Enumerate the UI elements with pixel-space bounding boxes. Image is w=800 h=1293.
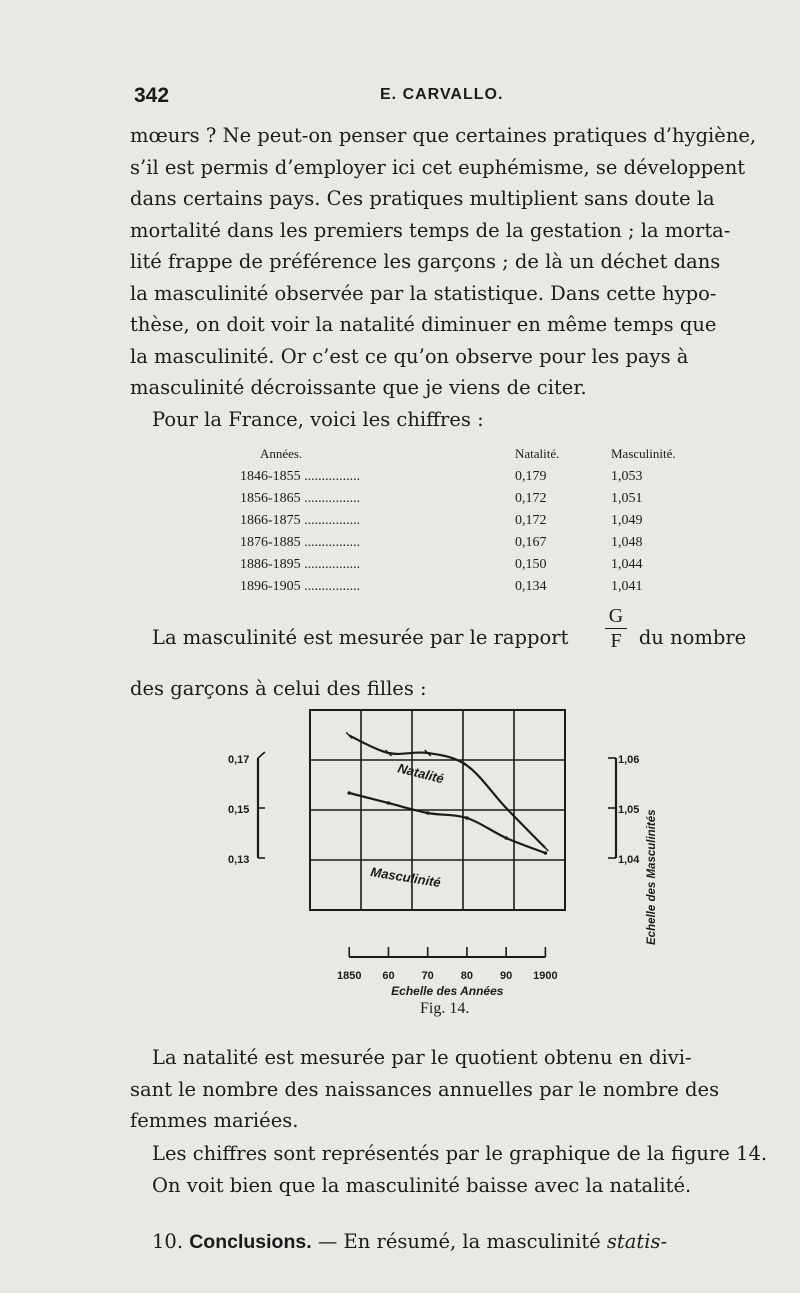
text-line: lité frappe de préférence les garçons ; de là un déchet dans <box>130 250 721 273</box>
fraction-denominator: F <box>610 630 622 652</box>
section-text: — En résumé, la masculinité <box>311 1230 607 1253</box>
natalite-scale <box>228 752 265 866</box>
text-line: masculinité décroissante que je viens de citer. <box>130 376 587 399</box>
natalite-line <box>349 736 545 849</box>
natalite-point <box>542 845 548 851</box>
table-header-row <box>240 446 701 466</box>
natalite-tick-label: 0,17 <box>228 754 250 766</box>
column-header-natalite: Natalité. <box>515 446 560 461</box>
paragraph-france-intro <box>152 404 752 436</box>
table-row <box>240 488 701 510</box>
cell-masculinite: 1,048 <box>611 535 643 550</box>
text-line: mœurs ? Ne peut-on penser que certaines pratiques d’hygiène, <box>130 124 757 147</box>
years-axis-label: Echelle des Années <box>391 984 504 998</box>
cell-masculinite: 1,041 <box>611 579 643 594</box>
cell-natalite: 0,179 <box>515 469 547 484</box>
paragraph-conclusions <box>152 1226 764 1259</box>
natalite-tick-label: 0,15 <box>228 804 250 816</box>
text-line: des garçons à celui des filles : <box>130 677 427 700</box>
paragraph-hygiene <box>130 120 766 404</box>
figure-caption: Fig. 14. <box>420 1000 470 1017</box>
paragraph-natalite-def <box>130 1042 764 1137</box>
statistics-table <box>240 446 701 598</box>
natalite-point <box>464 763 470 769</box>
cell-masculinite: 1,053 <box>611 469 643 484</box>
masculinite-point <box>347 791 351 795</box>
table-row <box>240 466 701 488</box>
section-number: 10. <box>152 1230 184 1253</box>
page-number: 342 <box>134 84 170 107</box>
cell-years: 1866-1875 ................ <box>240 513 361 528</box>
cell-natalite: 0,167 <box>515 535 547 550</box>
running-head: E. CARVALLO. <box>380 86 504 103</box>
text-line <box>152 1226 764 1259</box>
table-row <box>240 576 701 598</box>
years-tick-label: 90 <box>500 970 513 982</box>
masculinite-tick-label: 1,05 <box>618 804 640 816</box>
fraction-numerator: G <box>605 606 627 629</box>
years-tick-label: 80 <box>460 970 474 982</box>
masculinite-scale <box>608 754 658 945</box>
masculinite-point <box>465 816 469 820</box>
text-line: la masculinité observée par la statistique. Dans cette hypo- <box>130 281 717 305</box>
cell-natalite: 0,150 <box>515 557 547 572</box>
cell-natalite: 0,134 <box>515 579 547 594</box>
masculinite-tick-label: 1,06 <box>618 754 640 766</box>
masculinite-scale-label: Echelle des Masculinités <box>646 809 658 945</box>
chart-series <box>346 733 548 891</box>
table-row <box>240 554 701 576</box>
cell-masculinite: 1,049 <box>611 513 643 528</box>
cell-natalite: 0,172 <box>515 513 547 528</box>
table-row <box>240 532 701 554</box>
ratio-fraction <box>605 606 627 651</box>
text-line: thèse, on doit voir la natalité diminuer en même temps que <box>130 313 717 336</box>
text-line: la masculinité. Or c’est ce qu’on observe pour les pays à <box>130 344 689 368</box>
section-text-italic: statis- <box>606 1230 668 1253</box>
text-line: dans certains pays. Ces pratiques multiplient sans doute la <box>130 187 715 210</box>
figure-chart <box>200 700 680 1000</box>
masculinite-point <box>426 811 430 815</box>
section-title: Conclusions. <box>189 1231 312 1253</box>
text-line: On voit bien que la masculinité baisse avec la natalité. <box>152 1173 692 1197</box>
paragraph-ratio <box>152 622 768 654</box>
text-line: s’il est permis d’employer ici cet euphémisme, se développent <box>130 155 746 179</box>
masculinite-point <box>544 851 548 855</box>
years-axis <box>337 947 558 998</box>
masculinite-point <box>387 801 391 805</box>
text-line: mortalité dans les premiers temps de la gestation ; la morta- <box>130 218 731 242</box>
text-line: femmes mariées. <box>130 1109 299 1132</box>
table-row <box>240 510 701 532</box>
column-header-years: Années. <box>260 446 303 461</box>
natalite-tick-label: 0,13 <box>228 854 250 866</box>
cell-years: 1896-1905 ................ <box>240 579 361 594</box>
ratio-text: La masculinité est mesurée par le rapport <box>152 626 569 649</box>
masculinite-line <box>349 793 545 853</box>
cell-masculinite: 1,051 <box>611 491 643 506</box>
text-line: Les chiffres sont représentés par le graphique de la figure 14. <box>152 1142 768 1165</box>
series-label-natalite: Natalité <box>396 760 446 787</box>
paragraph-figure-ref <box>152 1138 768 1201</box>
text-line <box>152 622 768 654</box>
masculinite-tick-label: 1,04 <box>618 854 640 866</box>
years-tick-label: 1850 <box>336 970 362 982</box>
years-tick-label: 70 <box>421 970 434 982</box>
series-label-masculinite: Masculinité <box>369 864 442 891</box>
cell-masculinite: 1,044 <box>611 557 643 572</box>
text-line: La natalité est mesurée par le quotient obtenu en divi- <box>152 1046 692 1069</box>
cell-years: 1846-1855 ................ <box>240 469 361 484</box>
ratio-text-end: du nombre <box>638 626 747 649</box>
cell-years: 1856-1865 ................ <box>240 491 361 506</box>
text-line: Pour la France, voici les chiffres : <box>152 408 484 431</box>
years-tick-label: 1900 <box>533 970 558 982</box>
years-tick-label: 60 <box>382 970 395 982</box>
page-header <box>130 84 770 114</box>
column-header-masculinite: Masculinité. <box>611 446 676 461</box>
text-line: sant le nombre des naissances annuelles par le nombre des <box>130 1077 720 1101</box>
cell-years: 1886-1895 ................ <box>240 557 361 572</box>
cell-years: 1876-1885 ................ <box>240 535 361 550</box>
natalite-tick <box>258 752 265 758</box>
masculinite-point <box>504 836 508 840</box>
cell-natalite: 0,172 <box>515 491 547 506</box>
